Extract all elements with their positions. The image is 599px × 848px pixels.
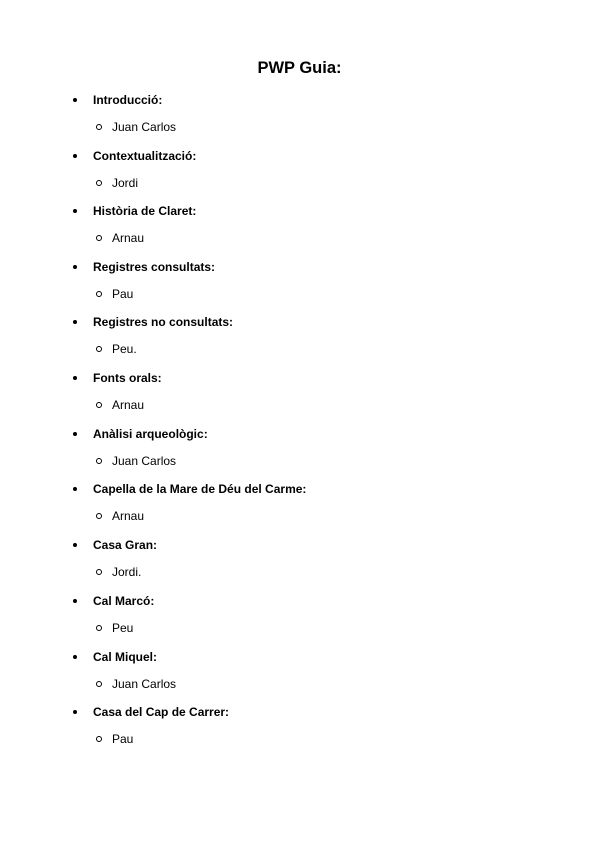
bullet-disc-icon (73, 154, 77, 158)
list-item (0, 202, 599, 258)
list-item (0, 592, 599, 648)
section-heading: Registres no consultats: (93, 315, 234, 329)
section-heading: Contextualització: (93, 149, 197, 163)
bullet-disc-icon (73, 432, 77, 436)
section-person: Peu. (112, 342, 137, 356)
section-heading: Introducció: (93, 93, 163, 107)
section-person: Arnau (112, 231, 145, 245)
bullet-circle-icon (96, 180, 102, 186)
bullet-circle-icon (96, 124, 102, 130)
list-item (0, 258, 599, 314)
section-heading: Casa del Cap de Carrer: (93, 705, 230, 719)
bullet-disc-icon (73, 209, 77, 213)
list-item (0, 91, 599, 147)
section-heading: Fonts orals: (93, 371, 162, 385)
list-item (0, 536, 599, 592)
section-person: Arnau (112, 509, 145, 523)
list-item (0, 703, 599, 759)
section-person: Juan Carlos (112, 677, 177, 691)
bullet-circle-icon (96, 291, 102, 297)
bullet-circle-icon (96, 458, 102, 464)
section-person: Pau (112, 287, 134, 301)
section-person: Juan Carlos (112, 454, 177, 468)
bullet-disc-icon (73, 98, 77, 102)
bullet-disc-icon (73, 487, 77, 491)
list-item (0, 425, 599, 481)
section-person: Jordi (112, 176, 139, 190)
section-heading: Casa Gran: (93, 538, 158, 552)
section-person: Peu (112, 621, 134, 635)
list-item (0, 313, 599, 369)
bullet-circle-icon (96, 681, 102, 687)
section-person: Jordi. (112, 565, 142, 579)
bullet-circle-icon (96, 736, 102, 742)
bullet-disc-icon (73, 320, 77, 324)
section-person: Juan Carlos (112, 120, 177, 134)
list-item (0, 147, 599, 203)
bullet-circle-icon (96, 235, 102, 241)
section-heading: Registres consultats: (93, 260, 216, 274)
bullet-circle-icon (96, 346, 102, 352)
bullet-disc-icon (73, 599, 77, 603)
bullet-circle-icon (96, 513, 102, 519)
bullet-circle-icon (96, 569, 102, 575)
list-item (0, 480, 599, 536)
list-item (0, 648, 599, 704)
list-item (0, 369, 599, 425)
section-heading: Cal Marcó: (93, 594, 155, 608)
section-heading: Anàlisi arqueològic: (93, 427, 208, 441)
document-title: PWP Guia: (257, 59, 342, 77)
section-person: Arnau (112, 398, 145, 412)
section-heading: Cal Miquel: (93, 650, 158, 664)
section-heading: Història de Claret: (93, 204, 197, 218)
bullet-disc-icon (73, 376, 77, 380)
bullet-disc-icon (73, 543, 77, 547)
bullet-disc-icon (73, 655, 77, 659)
bullet-disc-icon (73, 265, 77, 269)
bullet-circle-icon (96, 625, 102, 631)
section-person: Pau (112, 732, 134, 746)
section-heading: Capella de la Mare de Déu del Carme: (93, 482, 307, 496)
bullet-disc-icon (73, 710, 77, 714)
bullet-circle-icon (96, 402, 102, 408)
